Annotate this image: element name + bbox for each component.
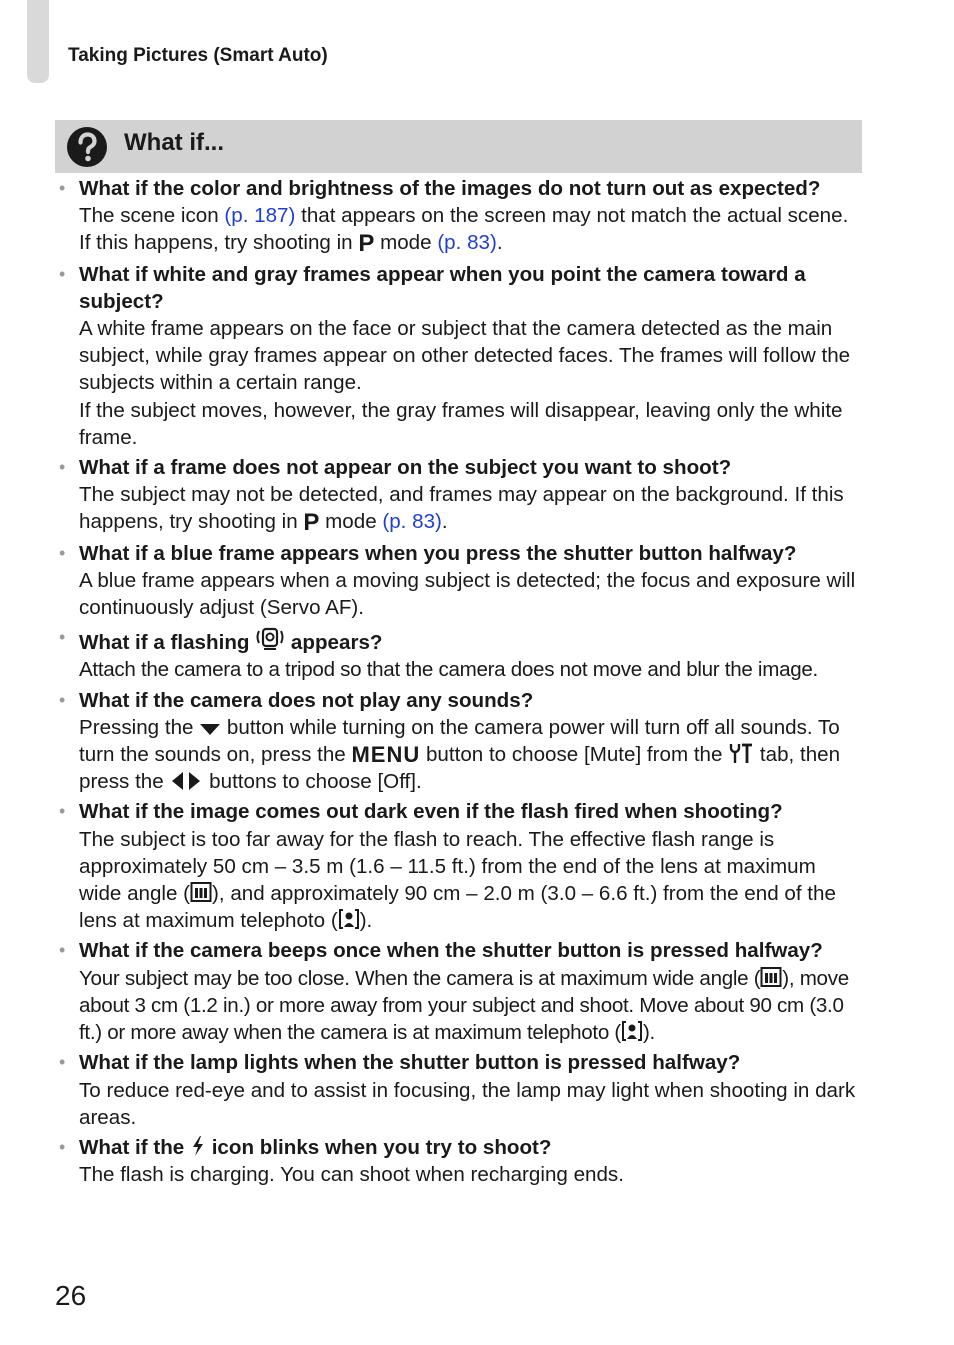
question-text: appears? [285, 631, 383, 655]
faq-answer: If the subject moves, however, the gray frames will disappear, leaving only the white frame. [79, 398, 843, 449]
faq-item [55, 175, 863, 258]
faq-answer [79, 714, 863, 796]
bullet: • [59, 940, 66, 961]
camera-shake-icon [255, 624, 285, 652]
telephoto-icon [621, 1020, 643, 1042]
left-right-arrows-icon [169, 771, 203, 791]
faq-item [55, 687, 863, 796]
faq-question: What if the color and brightness of the images do not turn out as expected? [79, 177, 821, 200]
flash-icon [190, 1135, 206, 1157]
faq-item [55, 454, 863, 537]
bullet: • [59, 689, 66, 710]
faq-item [55, 937, 863, 1046]
answer-text: that appears on the screen may not match the actual scene. If this happens, try shooting in [79, 204, 849, 255]
banner-title: What if... [124, 129, 224, 156]
faq-question [79, 1134, 863, 1161]
bullet: • [59, 457, 66, 478]
faq-answer [79, 965, 863, 1047]
bullet: • [59, 263, 66, 284]
menu-button-icon: MENU [351, 742, 421, 768]
down-arrow-icon [199, 721, 221, 737]
bullet: • [59, 1052, 66, 1073]
telephoto-icon [338, 908, 360, 930]
question-text: icon blinks when you try to shoot? [205, 1135, 552, 1159]
faq-question [79, 624, 863, 656]
faq-item [55, 1049, 863, 1131]
question-text: What if the [79, 1135, 190, 1159]
faq-item [55, 624, 863, 683]
faq-list [55, 175, 863, 1191]
answer-text: . [496, 231, 503, 255]
page-link[interactable]: (p. 187) [224, 204, 296, 228]
what-if-banner [55, 120, 862, 173]
running-header: Taking Pictures (Smart Auto) [68, 45, 328, 66]
answer-text: button while turning on the camera power will turn off all sounds. To turn the sounds on, press the [79, 715, 840, 767]
bullet: • [59, 627, 66, 648]
faq-answer: A white frame appears on the face or subject that the camera detected as the main subject, while gray frames appear on other detected faces. The frames will follow the subjects within a certain range. [79, 317, 851, 395]
faq-answer: The flash is charging. You can shoot when recharging ends. [79, 1163, 624, 1187]
question-text: What if a flashing [79, 631, 256, 655]
bullet: • [59, 801, 66, 822]
answer-text: buttons to choose [Off]. [203, 770, 422, 794]
answer-text: ). [359, 909, 373, 933]
answer-text: Your subject may be too close. When the camera is at maximum wide angle ( [79, 966, 761, 990]
answer-text: The subject may not be detected, and frames may appear on the background. If this happens, try shooting in [79, 483, 844, 534]
faq-question: What if the camera beeps once when the shutter button is pressed halfway? [79, 939, 823, 963]
bullet: • [59, 1136, 66, 1157]
answer-text: The scene icon [79, 204, 225, 228]
wide-angle-icon [760, 966, 782, 988]
faq-question: What if white and gray frames appear when you point the camera toward a subject? [79, 262, 806, 313]
chapter-tab-marker [27, 0, 49, 83]
answer-text: ), move about 3 cm (1.2 in.) or more away from your subject and shoot. Move about 90 cm (3.0 ft.) or more away when the camera is at maximum telephoto ( [79, 966, 849, 1045]
faq-answer [79, 202, 863, 257]
faq-question: What if the camera does not play any sounds? [79, 688, 534, 712]
faq-question: What if the lamp lights when the shutter button is pressed halfway? [79, 1051, 741, 1075]
answer-text: Pressing the [79, 715, 200, 739]
answer-text: tab, then press the [79, 743, 841, 794]
wide-angle-icon [190, 881, 212, 903]
answer-text: button to choose [Mute] from the [420, 743, 729, 767]
page-link[interactable]: (p. 83) [437, 231, 497, 255]
answer-text: . [441, 510, 448, 534]
page-link[interactable]: (p. 83) [382, 510, 442, 534]
bullet: • [59, 178, 66, 198]
faq-item [55, 540, 863, 622]
setup-tab-icon [728, 742, 754, 764]
faq-item [55, 798, 863, 934]
p-mode-icon: P [358, 230, 375, 258]
faq-answer: A blue frame appears when a moving subject is detected; the focus and exposure will continuously adjust (Servo AF). [79, 568, 856, 620]
answer-text: The subject is too far away for the flash to reach. The effective flash range is approximately 50 cm – 3.5 m (1.6 – 11.5 ft.) from the end of the lens at maximum wide angle ( [79, 827, 816, 906]
faq-answer [79, 826, 863, 935]
answer-text: mode [374, 231, 438, 255]
p-mode-icon: P [303, 509, 320, 537]
question-icon [66, 126, 108, 168]
faq-item [55, 1134, 863, 1188]
faq-answer: To reduce red-eye and to assist in focusing, the lamp may light when shooting in dark areas. [79, 1078, 856, 1129]
faq-item [55, 261, 863, 451]
faq-question: What if a blue frame appears when you press the shutter button halfway? [79, 541, 797, 565]
faq-answer: Attach the camera to a tripod so that the camera does not move and blur the image. [79, 658, 818, 682]
answer-text: ), and approximately 90 cm – 2.0 m (3.0 – 6.6 ft.) from the end of the lens at maximum telephoto ( [79, 882, 836, 933]
answer-text: ). [642, 1021, 655, 1045]
faq-answer [79, 481, 863, 536]
faq-question: What if a frame does not appear on the subject you want to shoot? [79, 456, 732, 480]
bullet: • [59, 542, 66, 563]
page-number: 26 [55, 1280, 87, 1311]
answer-text: mode [319, 510, 383, 534]
faq-question: What if the image comes out dark even if the flash fired when shooting? [79, 800, 783, 824]
